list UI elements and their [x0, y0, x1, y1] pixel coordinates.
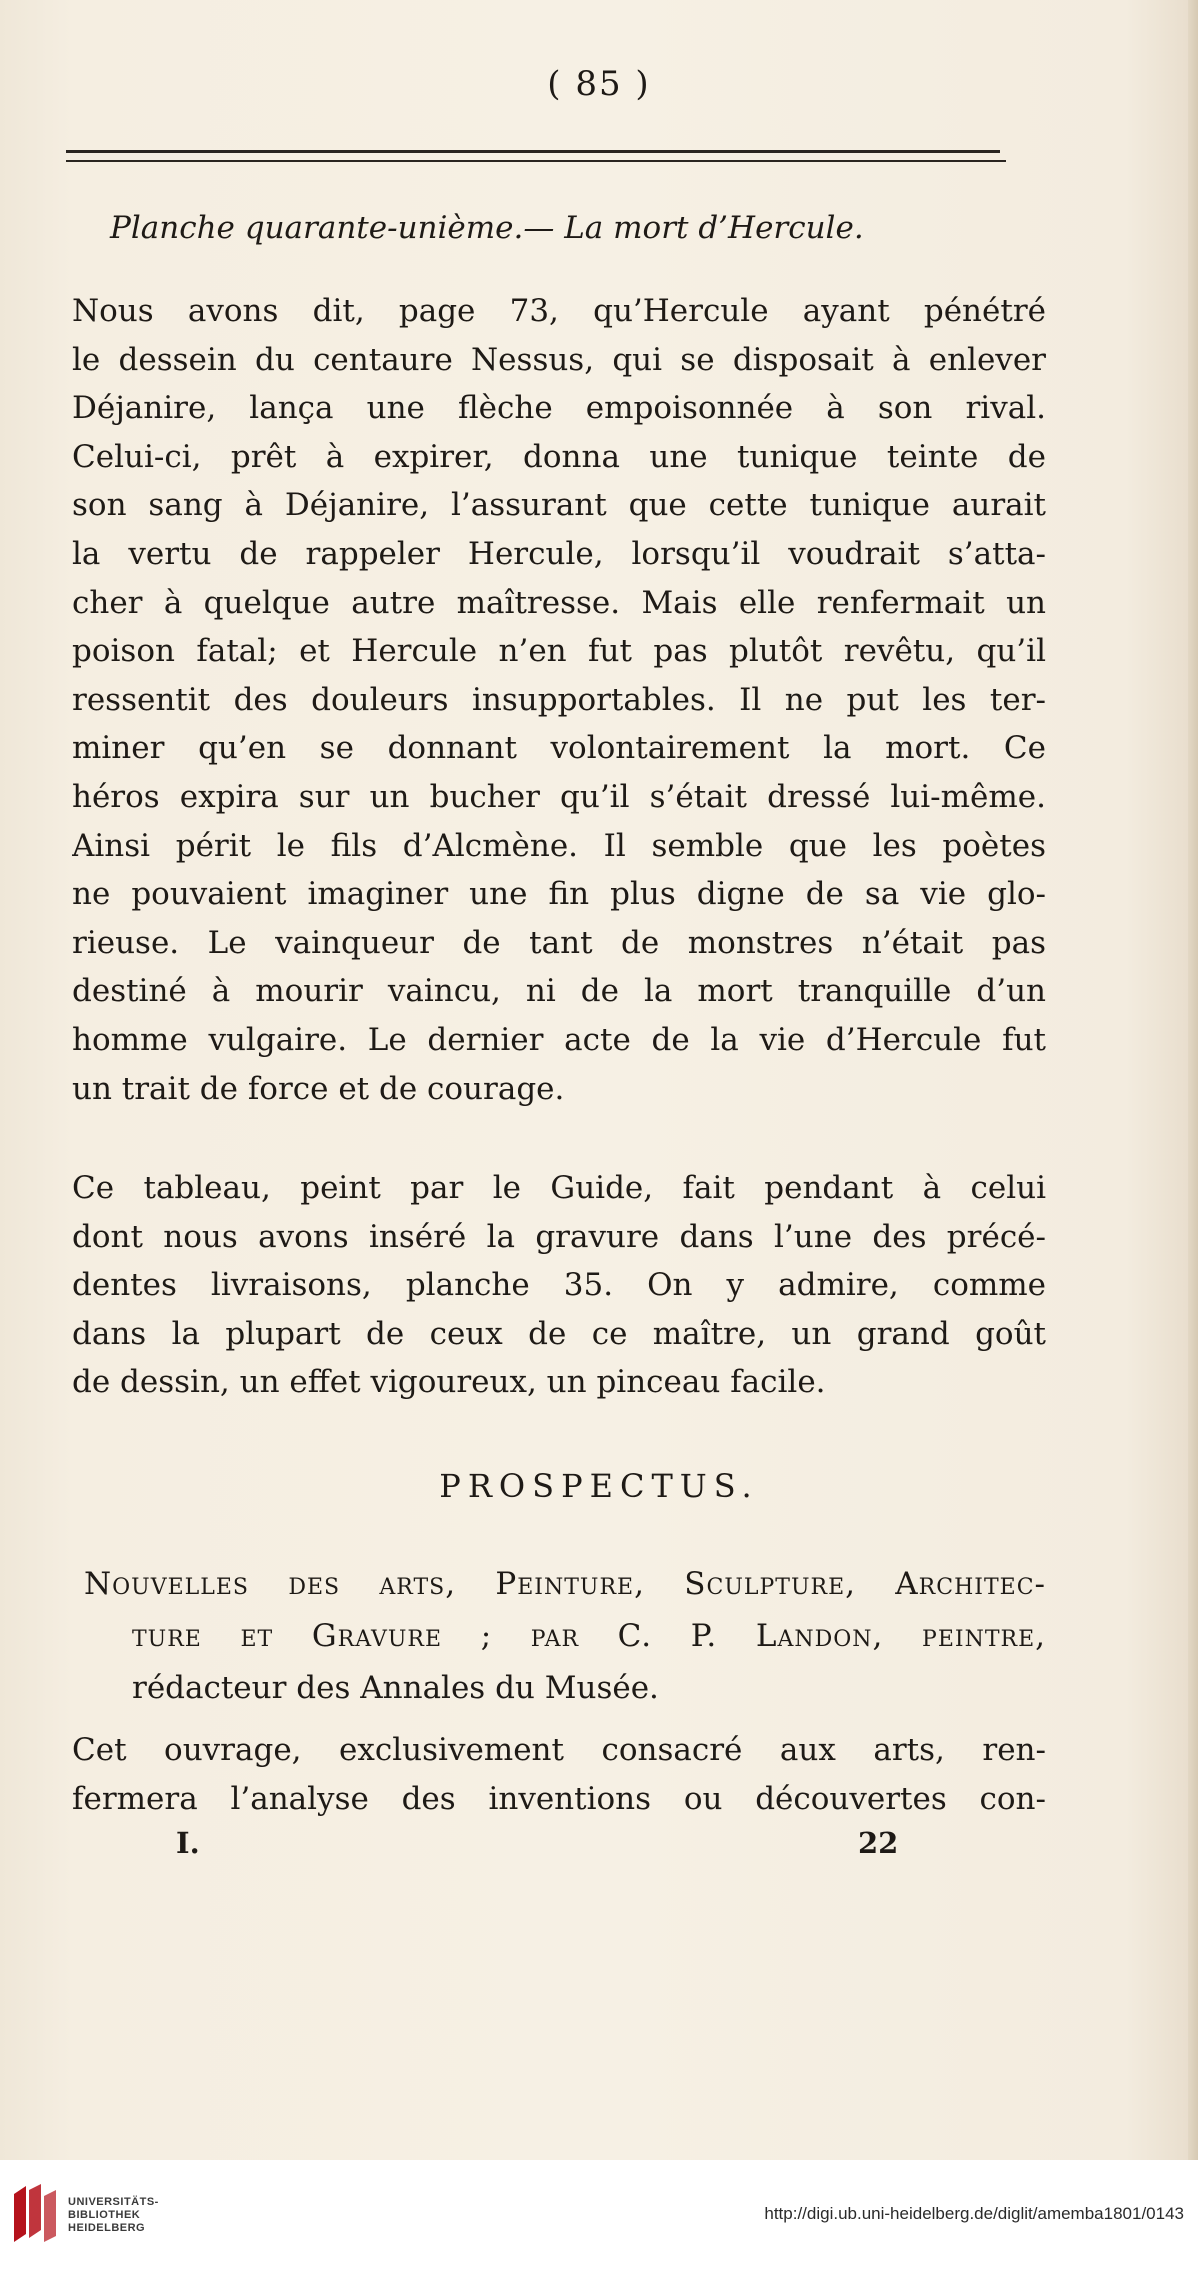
- text-line: ressentit des douleurs insupportables. Il ne put les ter-: [72, 681, 1046, 718]
- text-line: le dessein du centaure Nessus, qui se disposait à enlever: [72, 341, 1046, 378]
- sheet-number: 22: [858, 1826, 899, 1860]
- text-line: destiné à mourir vaincu, ni de la mort tranquille d’un: [72, 973, 1046, 1010]
- paragraph-hercule: [72, 287, 1046, 1113]
- text-line: un trait de force et de courage.: [72, 1070, 565, 1107]
- page-edge: [1188, 0, 1198, 2160]
- text-line: fermera l’analyse des inventions ou découvertes con-: [72, 1780, 1046, 1817]
- plate-title: Planche quarante-unième.— La mort d’Hercule.: [110, 210, 864, 246]
- text-line: dont nous avons inséré la gravure dans l’une des précé-: [72, 1218, 1046, 1255]
- text-line: Ainsi périt le fils d’Alcmène. Il semble que les poètes: [72, 827, 1046, 864]
- text-line: cher à quelque autre maîtresse. Mais elle renfermait un: [72, 584, 1046, 621]
- text-line: Cet ouvrage, exclusivement consacré aux arts, ren-: [72, 1732, 1046, 1768]
- text-line: Celui-ci, prêt à expirer, donna une tunique teinte de: [72, 438, 1046, 475]
- library-name-line: BIBLIOTHEK: [68, 2209, 141, 2221]
- page-number: ( 85 ): [547, 64, 651, 104]
- heidelberg-library-logo-icon: [12, 2184, 58, 2244]
- text-line: Ce tableau, peint par le Guide, fait pendant à celui: [72, 1170, 1046, 1206]
- header-rule-top: [66, 150, 1000, 153]
- text-line: de dessin, un effet vigoureux, un pinceau facile.: [72, 1364, 826, 1401]
- footer-bar: [0, 2160, 1198, 2269]
- library-name: [68, 2196, 159, 2235]
- text-line: héros expira sur un bucher qu’il s’était dressé lui-même.: [72, 778, 1046, 815]
- paragraph-tableau: [72, 1164, 1046, 1407]
- section-heading: PROSPECTUS.: [439, 1467, 759, 1505]
- text-line: Nous avons dit, page 73, qu’Hercule ayant pénétré: [72, 293, 1046, 329]
- text-line: rieuse. Le vainqueur de tant de monstres n’était pas: [72, 924, 1046, 961]
- prospectus-entry: [84, 1558, 1046, 1714]
- text-line: dans la plupart de ceux de ce maître, un grand goût: [72, 1315, 1046, 1352]
- entry-title-line: ture et Gravure ; par C. P. Landon, peintre,: [132, 1618, 1046, 1654]
- permalink-url[interactable]: http://digi.ub.uni-heidelberg.de/diglit/amemba1801/0143: [764, 2204, 1184, 2223]
- paragraph-ouvrage: [72, 1726, 1046, 1823]
- text-line: Déjanire, lança une flèche empoisonnée à son rival.: [72, 390, 1046, 427]
- text-line: dentes livraisons, planche 35. On y admire, comme: [72, 1267, 1046, 1304]
- header-rule-bottom: [66, 160, 1006, 162]
- text-line: homme vulgaire. Le dernier acte de la vie d’Hercule fut: [72, 1021, 1046, 1058]
- signature-mark: I.: [176, 1826, 200, 1860]
- text-line: poison fatal; et Hercule n’en fut pas plutôt revêtu, qu’il: [72, 633, 1046, 670]
- text-line: son sang à Déjanire, l’assurant que cette tunique aurait: [72, 487, 1046, 524]
- library-name-line: UNIVERSITÄTS-: [68, 2196, 159, 2208]
- text-line: la vertu de rappeler Hercule, lorsqu’il voudrait s’atta-: [72, 535, 1046, 572]
- library-name-line: HEIDELBERG: [68, 2222, 146, 2234]
- text-line: ne pouvaient imaginer une fin plus digne de sa vie glo-: [72, 876, 1046, 913]
- entry-title-line: rédacteur des Annales du Musée.: [132, 1670, 659, 1706]
- text-line: miner qu’en se donnant volontairement la mort. Ce: [72, 730, 1046, 767]
- entry-title-line: Nouvelles des arts, Peinture, Sculpture, Architec-: [84, 1566, 1047, 1602]
